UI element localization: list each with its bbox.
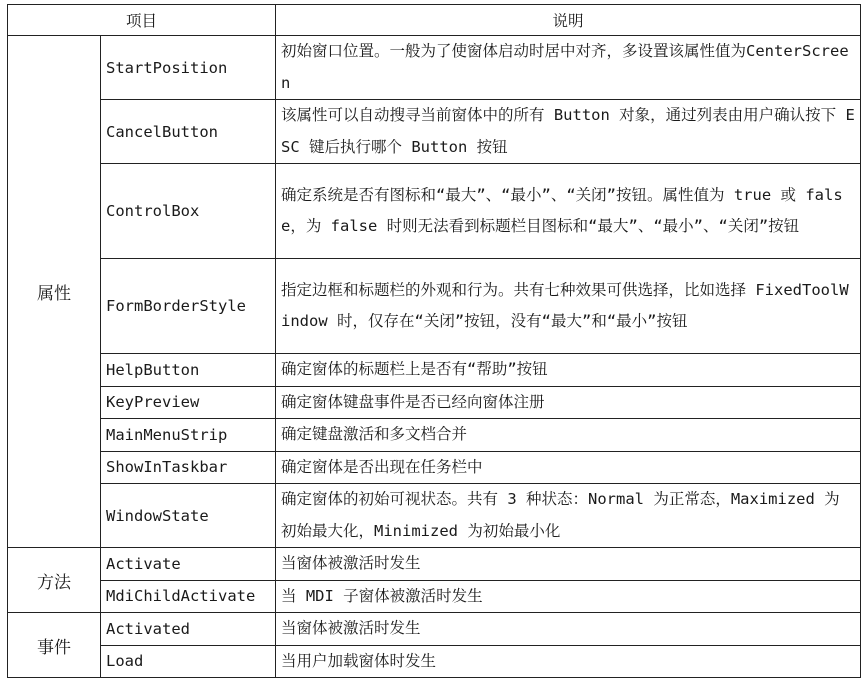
properties-table (7, 4, 861, 678)
item-description: 当窗体被激活时发生 (276, 548, 861, 581)
table-row (8, 419, 861, 452)
item-description: 当窗体被激活时发生 (276, 613, 861, 646)
item-name: MainMenuStrip (101, 419, 276, 452)
table-row (8, 484, 861, 548)
item-description: 确定窗体是否出现在任务栏中 (276, 451, 861, 484)
item-description: 确定窗体的标题栏上是否有“帮助”按钮 (276, 354, 861, 387)
item-name: Activate (101, 548, 276, 581)
table-row (8, 580, 861, 613)
item-name: StartPosition (101, 36, 276, 100)
table-row (8, 548, 861, 581)
item-description: 该属性可以自动搜寻当前窗体中的所有 Button 对象，通过列表由用户确认按下 ESC 键后执行哪个 Button 按钮 (276, 100, 861, 164)
header-item: 项目 (8, 5, 276, 36)
table-row (8, 36, 861, 100)
item-description: 初始窗口位置。一般为了使窗体启动时居中对齐，多设置该属性值为CenterScreen (276, 36, 861, 100)
item-description: 指定边框和标题栏的外观和行为。共有七种效果可供选择，比如选择 FixedToolWindow 时，仅存在“关闭”按钮，没有“最大”和“最小”按钮 (276, 259, 861, 354)
group-label-events: 事件 (8, 613, 101, 678)
item-name: MdiChildActivate (101, 580, 276, 613)
item-name: Load (101, 645, 276, 678)
item-description: 确定键盘激活和多文档合并 (276, 419, 861, 452)
item-description: 确定窗体的初始可视状态。共有 3 种状态：Normal 为正常态，Maximized 为初始最大化，Minimized 为初始最小化 (276, 484, 861, 548)
table-row (8, 164, 861, 259)
group-label-properties: 属性 (8, 36, 101, 548)
table-row (8, 259, 861, 354)
table-row (8, 354, 861, 387)
item-description: 当 MDI 子窗体被激活时发生 (276, 580, 861, 613)
item-name: ControlBox (101, 164, 276, 259)
item-name: HelpButton (101, 354, 276, 387)
item-description: 确定窗体键盘事件是否已经向窗体注册 (276, 386, 861, 419)
table-row (8, 451, 861, 484)
item-name: WindowState (101, 484, 276, 548)
table-row (8, 386, 861, 419)
item-name: FormBorderStyle (101, 259, 276, 354)
item-name: KeyPreview (101, 386, 276, 419)
table-row (8, 100, 861, 164)
header-row (8, 5, 861, 36)
item-name: ShowInTaskbar (101, 451, 276, 484)
item-description: 确定系统是否有图标和“最大”、“最小”、“关闭”按钮。属性值为 true 或 false，为 false 时则无法看到标题栏目图标和“最大”、“最小”、“关闭”按钮 (276, 164, 861, 259)
item-name: CancelButton (101, 100, 276, 164)
item-description: 当用户加载窗体时发生 (276, 645, 861, 678)
table-row (8, 613, 861, 646)
header-description: 说明 (276, 5, 861, 36)
group-label-methods: 方法 (8, 548, 101, 613)
item-name: Activated (101, 613, 276, 646)
